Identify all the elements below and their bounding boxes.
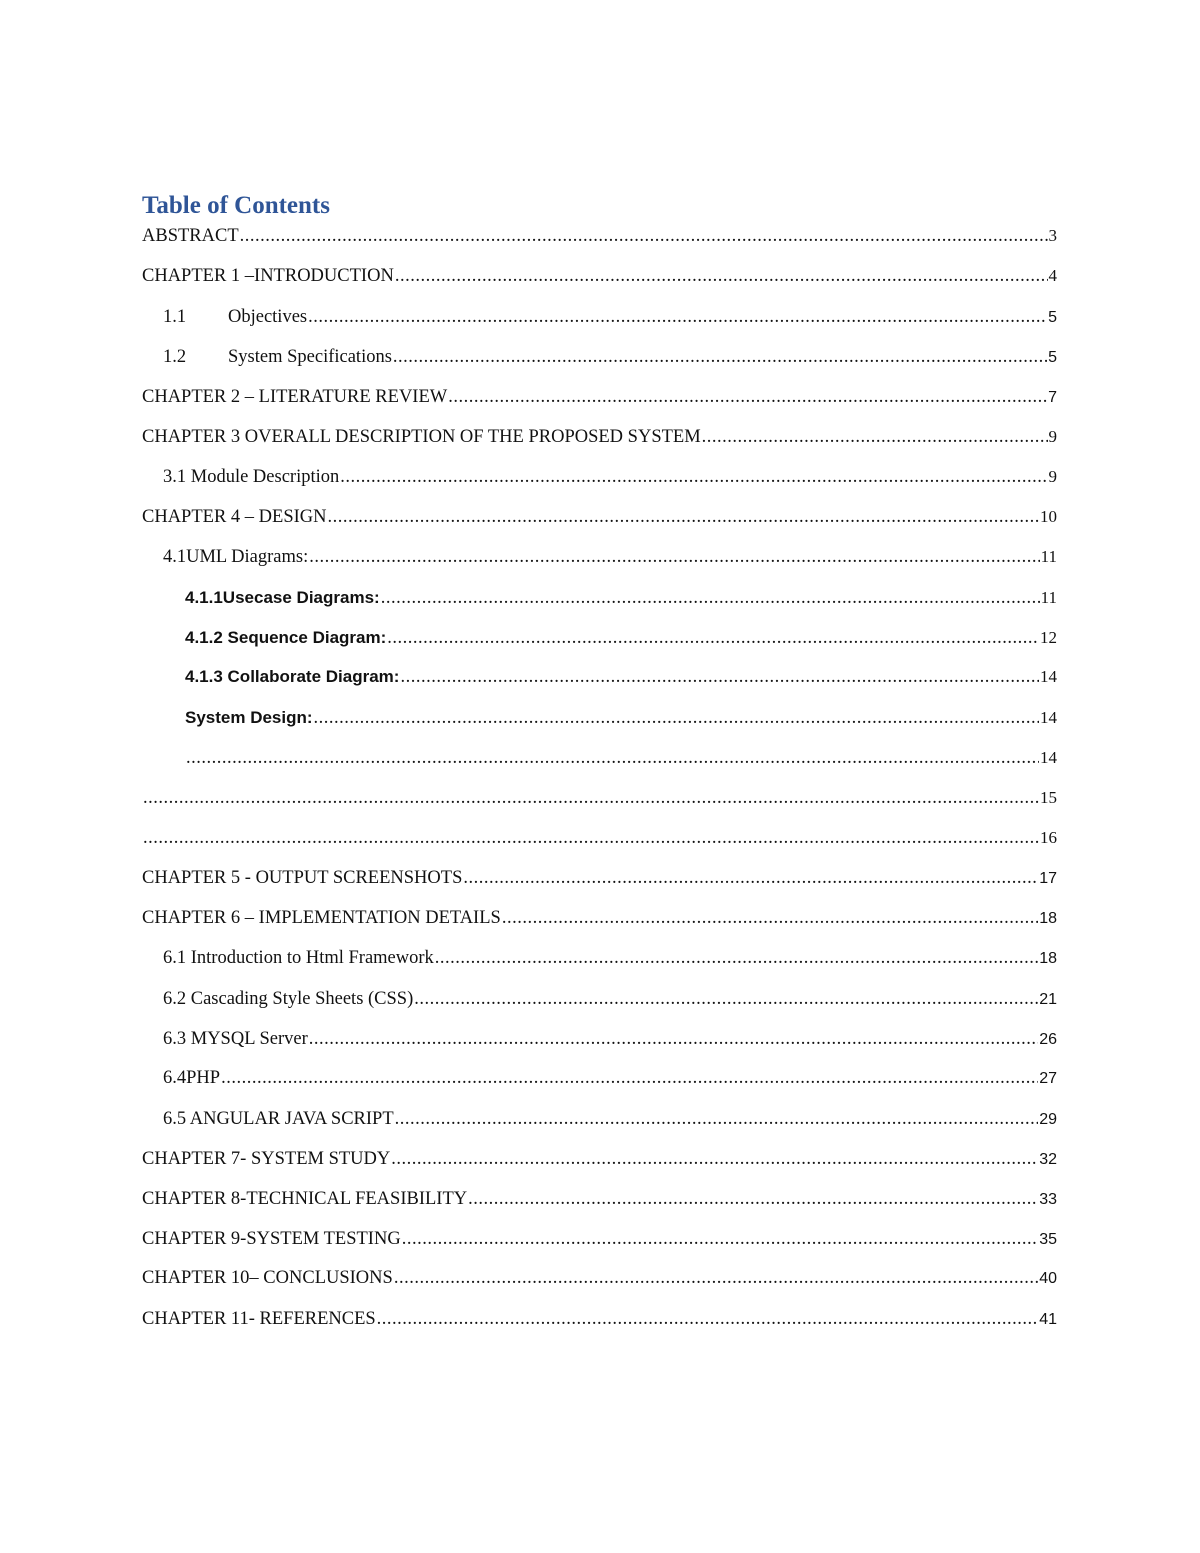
dot-leader <box>221 1068 1038 1089</box>
toc-entry-label: 6.4PHP <box>163 1068 221 1088</box>
toc-entry-page: 18 <box>1039 910 1057 927</box>
toc-entry-chapter-9[interactable] <box>142 1229 1057 1257</box>
toc-entry-label: CHAPTER 8-TECHNICAL FEASIBILITY <box>142 1189 468 1209</box>
toc-entry-label: CHAPTER 2 – LITERATURE REVIEW <box>142 387 448 407</box>
toc-entry-page: 26 <box>1039 1031 1057 1048</box>
dot-leader <box>702 427 1048 448</box>
dot-leader <box>309 1029 1038 1050</box>
toc-entry-page: 11 <box>1040 547 1057 566</box>
toc-entry-label: CHAPTER 9-SYSTEM TESTING <box>142 1229 401 1249</box>
toc-entry-label <box>163 307 307 328</box>
toc-entry-text: System Specifications <box>228 347 392 367</box>
toc-entry-page: 15 <box>1040 788 1057 807</box>
toc-entry-chapter-11[interactable] <box>142 1309 1057 1337</box>
dot-leader <box>377 1309 1039 1330</box>
toc-entry-blank-1[interactable] <box>185 748 1057 776</box>
toc-entry-6-3[interactable] <box>163 1029 1057 1057</box>
toc-entry-page: 5 <box>1048 309 1057 326</box>
toc-entry-chapter-8[interactable] <box>142 1189 1057 1217</box>
toc-entry-blank-2[interactable] <box>142 788 1057 816</box>
toc-entry-label: CHAPTER 1 –INTRODUCTION <box>142 266 394 286</box>
toc-entry-label: System Design: <box>185 708 313 727</box>
toc-entry-label: 6.1 Introduction to Html Framework <box>163 948 434 968</box>
toc-entry-page: 40 <box>1039 1270 1057 1287</box>
dot-leader <box>340 467 1047 488</box>
toc-entry-label: CHAPTER 5 - OUTPUT SCREENSHOTS <box>142 868 463 888</box>
toc-entry-label: 3.1 Module Description <box>163 467 340 487</box>
dot-leader <box>502 908 1038 929</box>
toc-entry-page: 21 <box>1039 991 1057 1008</box>
toc-entry-page: 5 <box>1048 349 1057 366</box>
dot-leader <box>143 788 1039 809</box>
toc-entry-page: 32 <box>1039 1151 1057 1168</box>
toc-entry-page: 16 <box>1040 828 1057 847</box>
dot-leader <box>395 1109 1039 1130</box>
toc-entry-page: 35 <box>1039 1231 1057 1248</box>
dot-leader <box>186 748 1039 769</box>
toc-entry-page: 4 <box>1048 266 1057 285</box>
dot-leader <box>400 667 1039 688</box>
toc-entry-page: 3 <box>1048 226 1057 245</box>
toc-entry-chapter-2[interactable] <box>142 387 1057 415</box>
dot-leader <box>448 387 1047 408</box>
toc-entry-page: 33 <box>1039 1191 1057 1208</box>
toc-entry-4-1-1[interactable] <box>185 588 1057 616</box>
toc-entry-label: CHAPTER 4 – DESIGN <box>142 507 327 527</box>
toc-entry-label: ABSTRACT <box>142 226 239 246</box>
dot-leader <box>402 1229 1039 1250</box>
dot-leader <box>395 266 1048 287</box>
toc-entry-label: 6.5 ANGULAR JAVA SCRIPT <box>163 1109 394 1129</box>
toc-entry-chapter-7[interactable] <box>142 1149 1057 1177</box>
toc-entry-label: 4.1.2 Sequence Diagram: <box>185 628 387 647</box>
toc-entry-page: 27 <box>1039 1070 1057 1087</box>
toc-entry-label: 6.3 MYSQL Server <box>163 1029 308 1049</box>
dot-leader <box>309 547 1039 568</box>
toc-entry-page: 41 <box>1039 1311 1057 1328</box>
toc-entry-4-1[interactable] <box>163 547 1057 575</box>
dot-leader <box>240 226 1048 247</box>
toc-entry-label: CHAPTER 6 – IMPLEMENTATION DETAILS <box>142 908 501 928</box>
toc-entry-number: 1.1 <box>163 307 187 327</box>
toc-entry-label: CHAPTER 11- REFERENCES <box>142 1309 376 1329</box>
toc-entry-label: 4.1.3 Collaborate Diagram: <box>185 667 400 686</box>
dot-leader <box>463 868 1038 889</box>
toc-entry-6-5[interactable] <box>163 1109 1057 1137</box>
dot-leader <box>391 1149 1038 1170</box>
toc-entry-blank-3[interactable] <box>142 828 1057 856</box>
toc-entry-page: 7 <box>1048 389 1057 406</box>
toc-entry-page: 29 <box>1039 1111 1057 1128</box>
toc-entry-4-1-2[interactable] <box>185 628 1057 656</box>
toc-entry-chapter-5[interactable] <box>142 868 1057 896</box>
toc-entry-page: 9 <box>1048 427 1057 446</box>
toc-entry-page: 9 <box>1048 467 1057 486</box>
dot-leader <box>143 828 1039 849</box>
toc-entry-page: 12 <box>1040 628 1057 647</box>
toc-entry-number: 1.2 <box>163 347 187 367</box>
toc-heading: Table of Contents <box>142 192 330 219</box>
toc-entry-abstract[interactable] <box>142 226 1057 254</box>
toc-entry-page: 18 <box>1039 950 1057 967</box>
dot-leader <box>381 588 1040 609</box>
dot-leader <box>308 307 1047 328</box>
dot-leader <box>435 948 1038 969</box>
dot-leader <box>394 1268 1038 1289</box>
dot-leader <box>314 708 1039 729</box>
toc-entry-4-1-3[interactable] <box>185 667 1057 695</box>
toc-entry-label: CHAPTER 10– CONCLUSIONS <box>142 1268 393 1288</box>
toc-entry-6-4[interactable] <box>163 1068 1057 1096</box>
toc-entry-system-design[interactable] <box>185 708 1057 736</box>
toc-entry-text: Objectives <box>228 307 308 327</box>
toc-entry-label: CHAPTER 3 OVERALL DESCRIPTION OF THE PROPOSED SYSTEM <box>142 427 701 447</box>
toc-entry-label: CHAPTER 7- SYSTEM STUDY <box>142 1149 391 1169</box>
dot-leader <box>328 507 1040 528</box>
toc-entry-6-2[interactable] <box>163 989 1057 1017</box>
toc-entry-page: 14 <box>1040 748 1057 767</box>
toc-entry-label: 6.2 Cascading Style Sheets (CSS) <box>163 989 414 1009</box>
toc-entry-label: 4.1UML Diagrams: <box>163 547 309 567</box>
toc-entry-page: 11 <box>1040 588 1057 607</box>
toc-entry-3-1[interactable] <box>163 467 1057 495</box>
dot-leader <box>414 989 1038 1010</box>
dot-leader <box>393 347 1047 368</box>
toc-entry-page: 17 <box>1039 870 1057 887</box>
toc-entry-chapter-3[interactable] <box>142 427 1057 455</box>
dot-leader <box>387 628 1039 649</box>
dot-leader <box>468 1189 1038 1210</box>
toc-entry-chapter-10[interactable] <box>142 1268 1057 1296</box>
toc-entry-label: 4.1.1Usecase Diagrams: <box>185 588 380 607</box>
toc-entry-page: 14 <box>1040 667 1057 686</box>
toc-entry-label <box>163 347 392 368</box>
toc-entry-6-1[interactable] <box>163 948 1057 976</box>
toc-entry-1-1[interactable] <box>163 307 1057 335</box>
toc-entry-chapter-1[interactable] <box>142 266 1057 294</box>
toc-entry-page: 10 <box>1040 507 1057 526</box>
toc-entry-chapter-6[interactable] <box>142 908 1057 936</box>
toc-entry-chapter-4[interactable] <box>142 507 1057 535</box>
toc-entry-page: 14 <box>1040 708 1057 727</box>
toc-entry-1-2[interactable] <box>163 347 1057 375</box>
